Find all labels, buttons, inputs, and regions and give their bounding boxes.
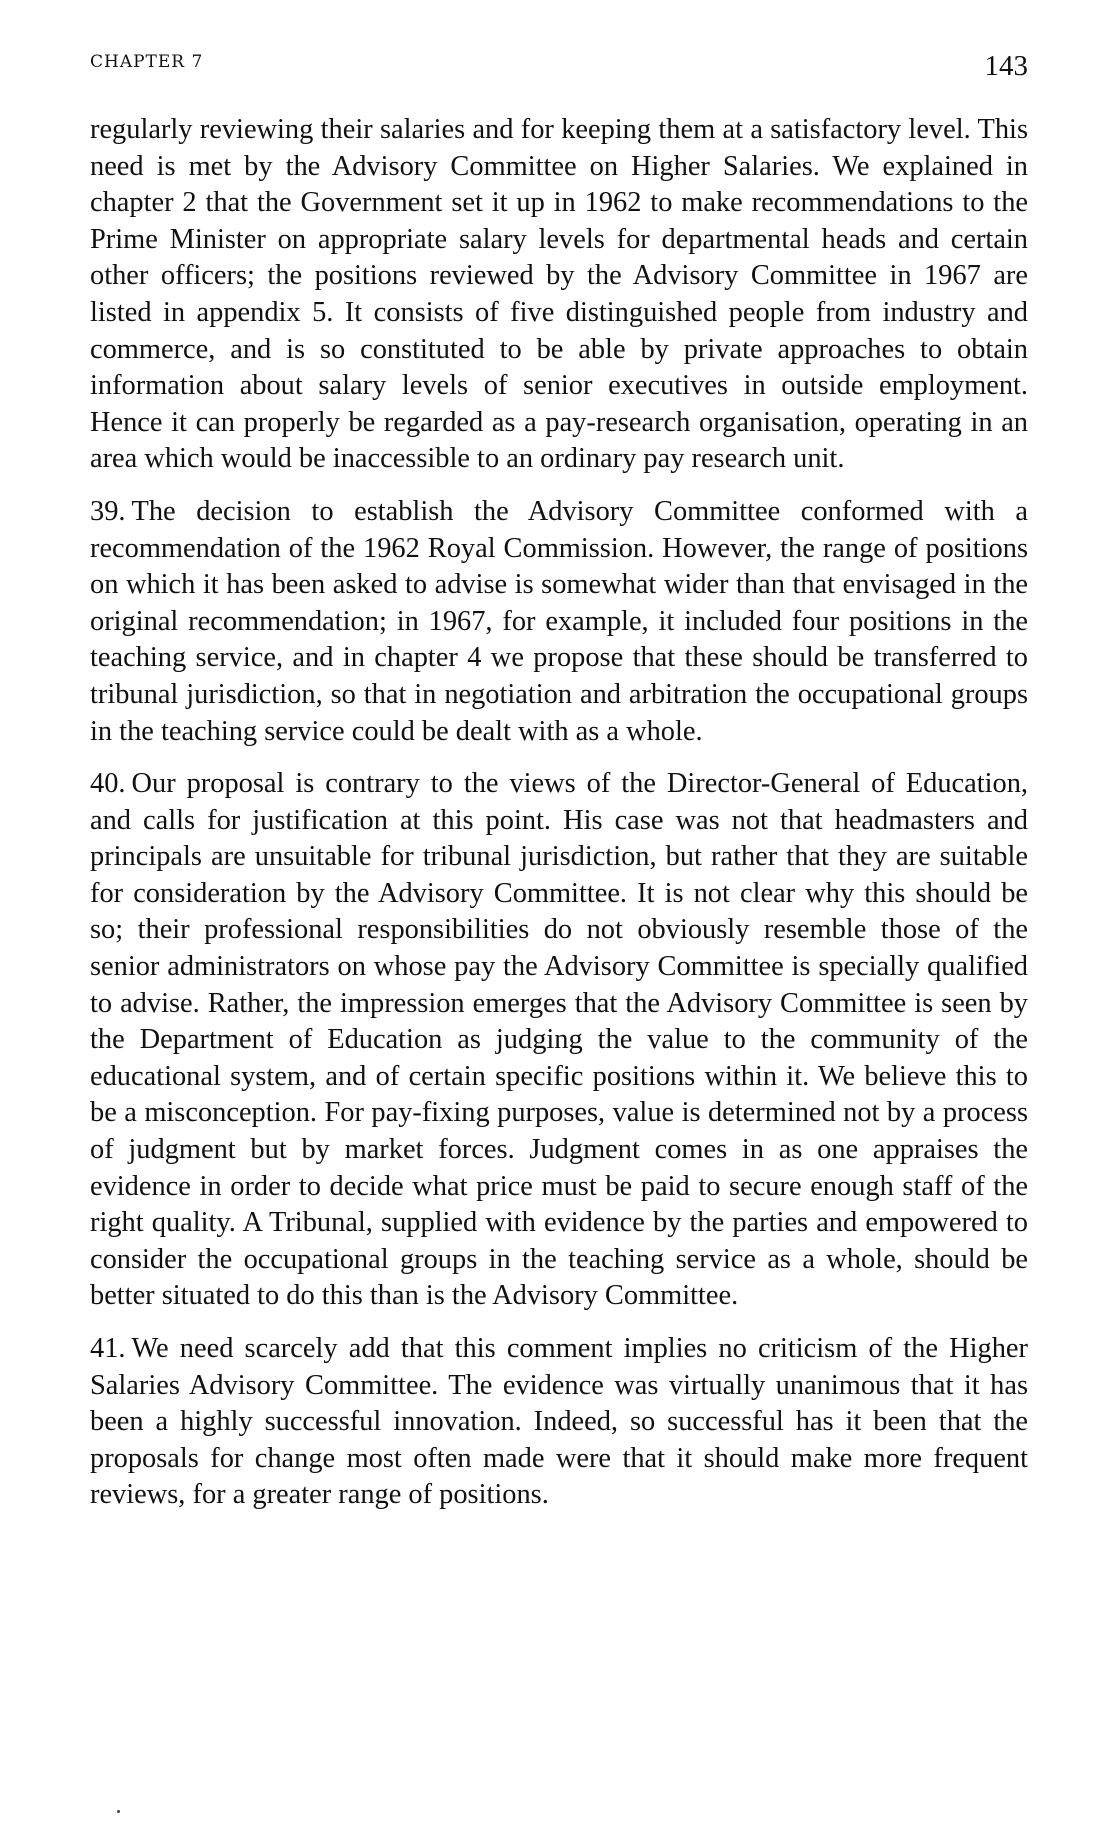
paragraph-39: [90, 494, 1028, 750]
paragraph-continuation: [90, 112, 1028, 478]
paragraph-number: 41.: [90, 1333, 126, 1364]
page-number: 143: [984, 50, 1028, 82]
paragraph-40: [90, 766, 1028, 1315]
body-text: [90, 112, 1028, 1514]
chapter-label: CHAPTER 7: [90, 52, 204, 72]
paragraph-number: 39.: [90, 495, 126, 527]
page-header: [90, 44, 1028, 84]
paragraph-text: regularly reviewing their salaries and for keeping them at a satisfactory level. This need is met by the Advisory Committee on Higher Salaries. We explained in chapter 2 that the Government set it up in 1962 to make recommendations to the Prime Minister on appropriate salary levels for departmental heads and certain other officers; the positions reviewed by the Advisory Committee in 1967 are listed in appendix 5. It consists of five distinguished people from industry and commerce, and is so constituted to be able by private approaches to obtain information about salary levels of senior executives in outside employment. Hence it can properly be regarded as a pay-research organisation, operating in an area which would be inaccessible to an ordinary pay research unit.: [90, 114, 1028, 475]
paragraph-41: [90, 1331, 1028, 1514]
paragraph-text: Our proposal is contrary to the views of the Director-General of Education, and calls for justification at this point. His case was not that headmasters and principals are unsuitable for tribunal jurisdiction, but rather that they are suitable for consideration by the Advisory Committee. It is not clear why this should be so; their professional responsibilities do not obviously resemble those of the senior administrators on whose pay the Advisory Committee is specially qualified to advise. Rather, the impression emerges that the Advisory Committee is seen by the Department of Education as judging the value to the community of the educational system, and of certain specific positions within it. We believe this to be a misconception. For pay-fixing purposes, value is determined not by a process of judgment but by market forces. Judgment comes in as one appraises the evidence in order to decide what price must be paid to secure enough staff of the right quality. A Tribunal, supplied with evidence by the parties and empowered to consider the occupational groups in the teaching service as a whole, should be better situated to do this than is the Advisory Committee.: [90, 768, 1028, 1312]
paragraph-text: The decision to establish the Advisory Committee conformed with a recommendation of the 1962 Royal Commission. However, the range of positions on which it has been asked to advise is somewhat wider than that envisaged in the original recommendation; in 1967, for example, it included four positions in the teaching service, and in chapter 4 we propose that these should be transferred to tribunal jurisdiction, so that in negotiation and arbitration the occupational groups in the teaching service could be dealt with as a whole.: [90, 495, 1028, 747]
paragraph-text: We need scarcely add that this comment implies no criticism of the Higher Salaries Advisory Committee. The evidence was virtually unanimous that it has been a highly successful innovation. Indeed, so successful has it been that the proposals for change most often made were that it should make more frequent reviews, for a greater range of positions.: [90, 1333, 1028, 1511]
paragraph-number: 40.: [90, 768, 126, 800]
print-speck: [117, 1810, 120, 1813]
